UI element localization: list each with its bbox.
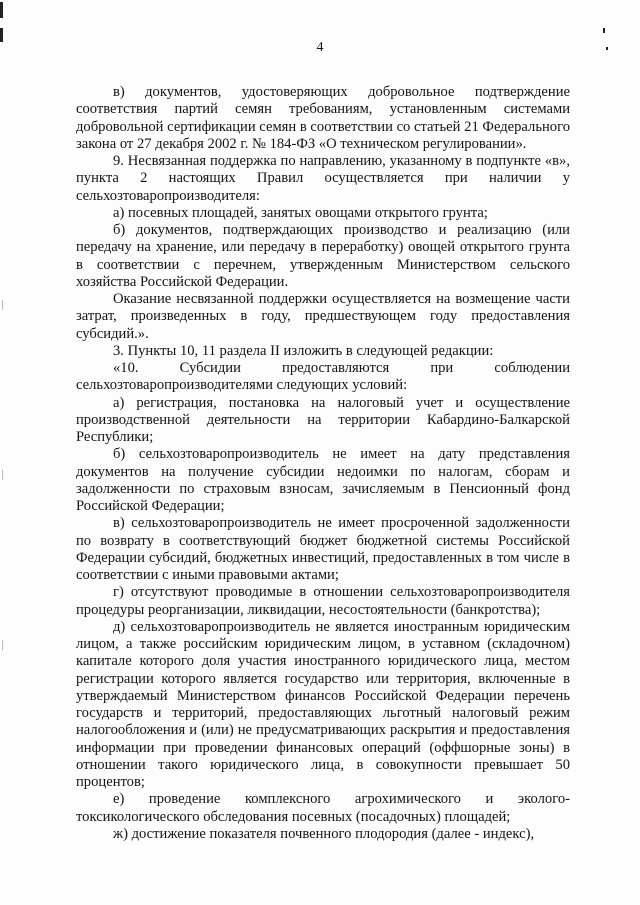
paragraph-condition-e: е) проведение комплексного агрохимического и эколого-токсикологического обследования посевных (посадочных) площадей;	[76, 791, 570, 825]
paragraph-subitem-a: а) посевных площадей, занятых овощами открытого грунта;	[113, 204, 488, 221]
document-body	[76, 84, 570, 843]
scan-speck	[2, 300, 3, 310]
paragraph-subitem-b: б) документов, подтверждающих производство и реализацию (или передачу на хранение, или передачу в переработку) овощей открытого грунта в соответствии с перечнем, утвержденным Министерством сельского хозяйства Российской Федерации.	[76, 222, 570, 290]
paragraph-subitem-v: в) документов, удостоверяющих добровольное подтверждение соответствия партий семян требованиям, установленным системами добровольной сертификации семян в соответствии со статьей 21 Федерального закона от 27 декабря 2002 г. № 184-ФЗ «О техническом регулировании».	[76, 84, 570, 152]
paragraph-condition-b: б) сельхозтоваропроизводитель не имеет на дату представления документов на получение субсидии недоимки по налогам, сборам и задолженности по страховым взносам, зачисляемым в Пенсионный фонд Российской Федерации;	[76, 446, 570, 514]
paragraph-item-10: «10. Субсидии предоставляются при соблюдении сельхозтоваропроизводителями следующих условий:	[76, 360, 570, 394]
paragraph-condition-zh: ж) достижение показателя почвенного плодородия (далее - индекс),	[113, 825, 535, 842]
scan-edge-mark	[0, 2, 3, 18]
paragraph-condition-g: г) отсутствуют проводимые в отношении сельхозтоваропроизводителя процедуры реорганизации, ликвидации, несостоятельности (банкротства);	[76, 584, 570, 618]
paragraph-condition-d: д) сельхозтоваропроизводитель не является иностранным юридическим лицом, а также российским юридическим лицом, в уставном (складочном) капитале которого доля участия иностранного юридического лица, местом регистрации которого является государство или территория, включенные в утверждаемый Министерством финансов Российской Федерации перечень государств и территорий, предоставляющих льготный налоговый режим налогообложения и (или) не предусматривающих раскрытия и предоставления информации при проведении финансовых операций (оффшорные зоны) в отношении такого юридического лица, в совокупности превышает 50 процентов;	[76, 618, 570, 790]
paragraph-condition-v: в) сельхозтоваропроизводитель не имеет просроченной задолженности по возврату в соответствующий бюджет бюджетной системы Российской Федерации субсидий, бюджетных инвестиций, предоставленных в том числе в соответствии с иными правовыми актами;	[76, 515, 570, 583]
scan-speck	[2, 640, 3, 650]
paragraph-support-note: Оказание несвязанной поддержки осуществляется на возмещение части затрат, произведенных в году, предшествующем году предоставления субсидий.».	[76, 291, 570, 342]
paragraph-condition-a: а) регистрация, постановка на налоговый учет и осуществление производственной деятельности на территории Кабардино-Балкарской Республики;	[76, 394, 570, 445]
scan-speck	[2, 470, 3, 480]
paragraph-item-9: 9. Несвязанная поддержка по направлению, указанному в подпункте «в», пункта 2 настоящих Правил осуществляется при наличии у сельхозтоваропроизводителя:	[76, 153, 570, 204]
page-number: 4	[316, 40, 324, 55]
scan-speck	[603, 28, 605, 33]
paragraph-item-3: 3. Пункты 10, 11 раздела II изложить в следующей редакции:	[113, 342, 494, 359]
